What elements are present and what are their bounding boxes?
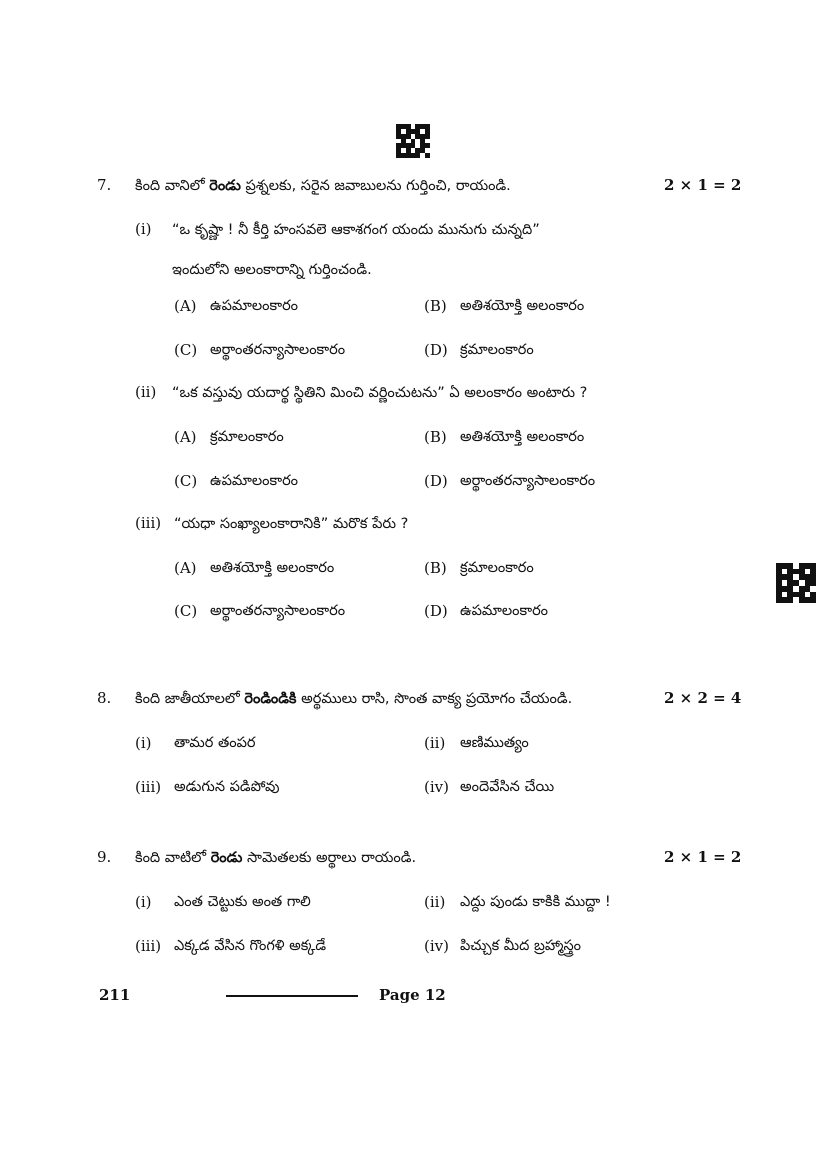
option-label: (C) xyxy=(174,472,198,490)
subquestion-label: (i) xyxy=(135,220,152,238)
question-number: 7. xyxy=(97,176,112,194)
qr-code-icon xyxy=(396,124,430,158)
option-label: (A) xyxy=(174,559,197,577)
item-label: (ii) xyxy=(424,893,446,911)
option-text: అర్థాంతరన్యాసాలంకారం xyxy=(210,342,346,358)
subquestion-label: (iii) xyxy=(135,514,162,532)
question-text: కింది జాతీయాలలో రెండిండికి అర్థములు రాసి, సొంత వాక్య ప్రయోగం చేయండి. xyxy=(135,691,573,707)
question-text: కింది వానిలో రెండు ప్రశ్నలకు, సరైన జవాబులను గుర్తించి, రాయండి. xyxy=(135,178,511,194)
option-text: ఉపమాలంకారం xyxy=(210,298,299,314)
question-text: కింది వాటిలో రెండు సామెతలకు అర్థాలు రాయండి. xyxy=(135,850,417,866)
question-number: 9. xyxy=(97,848,112,866)
option-text: అతిశయోక్తి అలంకారం xyxy=(210,560,335,576)
question-marks: 2 × 1 = 2 xyxy=(664,848,742,866)
paper-code: 211 xyxy=(99,986,131,1004)
question-number: 8. xyxy=(97,689,112,707)
option-label: (B) xyxy=(424,297,447,315)
question-marks: 2 × 1 = 2 xyxy=(664,176,742,194)
item-text: అందెవేసిన చేయి xyxy=(460,779,555,795)
option-text: ఉపమాలంకారం xyxy=(460,603,549,619)
item-text: పిచ్చుక మీద బ్రహ్మాస్త్రం xyxy=(460,938,582,954)
item-label: (ii) xyxy=(424,734,446,752)
option-label: (B) xyxy=(424,428,447,446)
item-text: అడుగున పడిపోవు xyxy=(174,779,280,795)
item-label: (iii) xyxy=(135,937,162,955)
option-label: (D) xyxy=(424,472,448,490)
subquestion-text: “యధా సంఖ్యాలంకారానికి” మరొక పేరు ? xyxy=(174,516,409,532)
option-label: (C) xyxy=(174,341,198,359)
subquestion-label: (ii) xyxy=(135,383,157,401)
item-text: ఎక్కడ వేసిన గొంగళి అక్కడే xyxy=(174,938,327,954)
option-text: క్రమాలంకారం xyxy=(210,429,284,445)
option-label: (A) xyxy=(174,428,197,446)
footer-divider xyxy=(226,995,358,997)
item-label: (iv) xyxy=(424,778,449,796)
option-text: అర్థాంతరన్యాసాలంకారం xyxy=(460,473,596,489)
item-text: ఆణిముత్యం xyxy=(460,735,529,751)
option-text: అతిశయోక్తి అలంకారం xyxy=(460,429,585,445)
item-text: ఎద్దు పుండు కాకికి ముద్దా ! xyxy=(460,894,611,910)
option-label: (D) xyxy=(424,341,448,359)
subquestion-text-line2: ఇందులోని అలంకారాన్ని గుర్తించండి. xyxy=(172,262,372,278)
item-label: (iii) xyxy=(135,778,162,796)
subquestion-text: “ఒ కృష్ణా ! నీ కీర్తి హంసవలె ఆకాశగంగ యందు మునుగు చున్నది” xyxy=(172,222,540,238)
subquestion-text: “ఒక వస్తువు యదార్థ స్థితిని మించి వర్ణించుటను” ఏ అలంకారం అంటారు ? xyxy=(172,385,588,401)
item-label: (i) xyxy=(135,734,152,752)
side-qr-code-icon xyxy=(776,563,816,603)
question-marks: 2 × 2 = 4 xyxy=(664,689,742,707)
option-label: (B) xyxy=(424,559,447,577)
option-label: (D) xyxy=(424,602,448,620)
option-text: ఉపమాలంకారం xyxy=(210,473,299,489)
option-text: క్రమాలంకారం xyxy=(460,560,534,576)
option-label: (C) xyxy=(174,602,198,620)
item-text: ఎంత చెట్టుకు అంత గాలి xyxy=(174,894,311,910)
option-label: (A) xyxy=(174,297,197,315)
option-text: అతిశయోక్తి అలంకారం xyxy=(460,298,585,314)
option-text: క్రమాలంకారం xyxy=(460,342,534,358)
item-label: (i) xyxy=(135,893,152,911)
item-label: (iv) xyxy=(424,937,449,955)
page-number: Page 12 xyxy=(379,986,446,1004)
option-text: అర్థాంతరన్యాసాలంకారం xyxy=(210,603,346,619)
item-text: తామర తంపర xyxy=(174,735,256,751)
